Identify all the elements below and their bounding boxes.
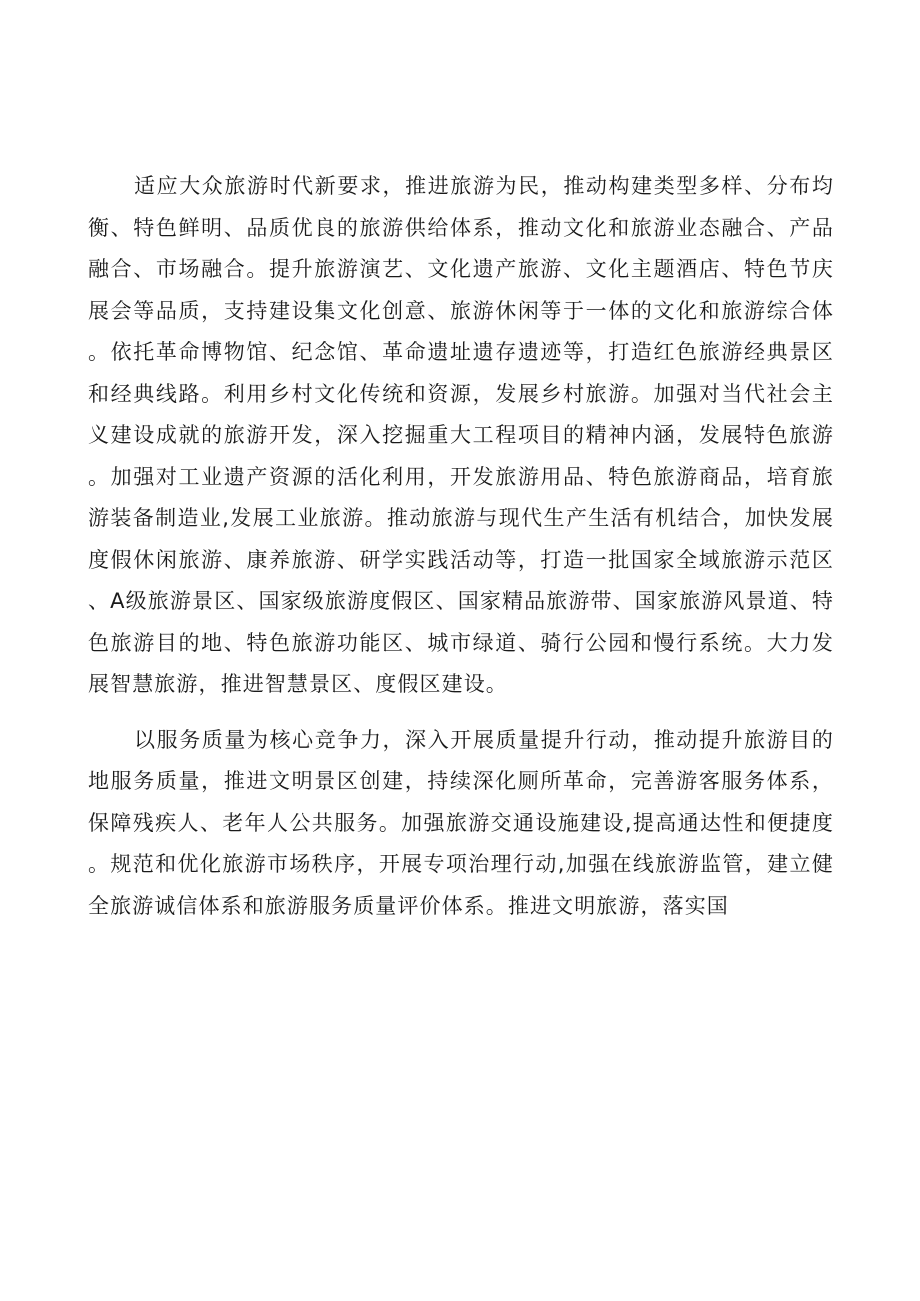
document-body [88,166,834,927]
paragraph-tourism-supply: 适应大众旅游时代新要求，推进旅游为民，推动构建类型多样、分布均衡、特色鲜明、品质优良的旅游供给体系，推动文化和旅游业态融合、产品融合、市场融合。提升旅游演艺、文化遗产旅游、文化主题酒店、特色节庆展会等品质，支持建设集文化创意、旅游休闲等于一体的文化和旅游综合体。依托革命博物馆、纪念馆、革命遗址遗存遗迹等，打造红色旅游经典景区和经典线路。利用乡村文化传统和资源，发展乡村旅游。加强对当代社会主义建设成就的旅游开发，深入挖掘重大工程项目的精神内涵，发展特色旅游。加强对工业遗产资源的活化利用，开发旅游用品、特色旅游商品，培育旅游装备制造业,发展工业旅游。推动旅游与现代生产生活有机结合，加快发展度假休闲旅游、康养旅游、研学实践活动等，打造一批国家全域旅游示范区、A级旅游景区、国家级旅游度假区、国家精品旅游带、国家旅游风景道、特色旅游目的地、特色旅游功能区、城市绿道、骑行公园和慢行系统。大力发展智慧旅游，推进智慧景区、度假区建设。 [88,174,834,696]
paragraph-service-quality: 以服务质量为核心竞争力，深入开展质量提升行动，推动提升旅游目的地服务质量，推进文明景区创建，持续深化厕所革命，完善游客服务体系，保障残疾人、老年人公共服务。加强旅游交通设施建设,提高通达性和便捷度。规范和优化旅游市场秩序，开展专项治理行动,加强在线旅游监管，建立健全旅游诚信体系和旅游服务质量评价体系。推进文明旅游，落实国 [88,727,834,918]
